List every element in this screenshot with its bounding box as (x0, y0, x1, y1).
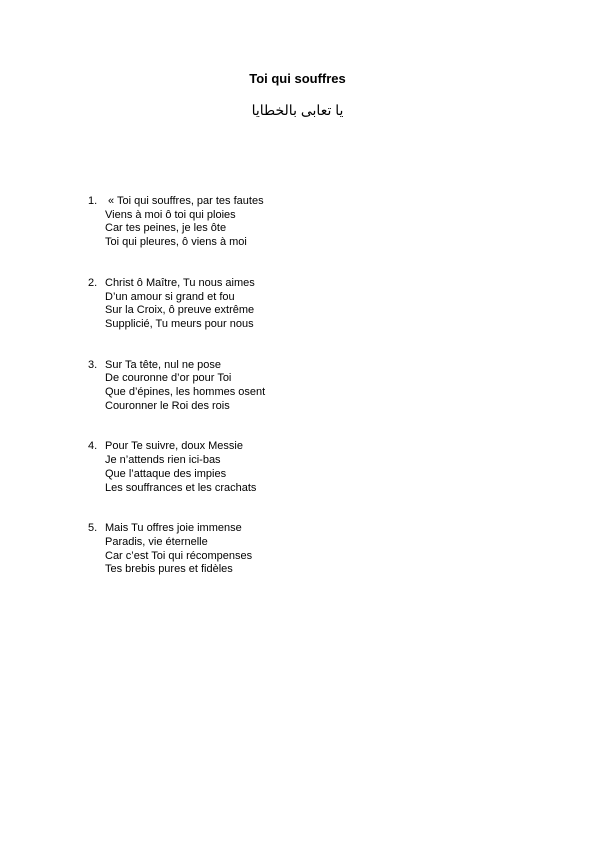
verse-line: Sur Ta tête, nul ne pose (105, 358, 221, 371)
verse-line: Mais Tu offres joie immense (105, 522, 242, 535)
arabic-subtitle: يا تعابى بالخطايا (251, 102, 344, 118)
verse-line: Supplicié, Tu meurs pour nous (105, 317, 254, 330)
verse-1 (88, 195, 508, 250)
verse-line: « Toi qui souffres, par tes fautes (105, 195, 264, 207)
verse-line: Car c’est Toi qui récompenses (105, 549, 253, 562)
verse-line: Sur la Croix, ô preuve extrême (105, 304, 255, 317)
verse-line: D’un amour si grand et fou (105, 290, 235, 303)
verse-line: Les souffrances et les crachats (105, 481, 257, 494)
verse-number: 4. (88, 440, 98, 453)
verse-list (88, 195, 508, 577)
verse-number: 2. (88, 276, 98, 289)
verse-line: Viens à moi ô toi qui ploies (105, 208, 236, 221)
verse-lines (105, 277, 508, 332)
page-title: Toi qui souffres (249, 71, 346, 86)
verse-3 (88, 359, 508, 414)
verse-line: Je n’attends rien ici-bas (105, 454, 221, 467)
verse-lines (105, 359, 508, 414)
verse-5 (88, 522, 508, 577)
verse-number: 5. (88, 522, 98, 535)
verse-line: Tes brebis pures et fidèles (105, 563, 233, 576)
verse-lines (105, 195, 508, 250)
verse-line: Toi qui pleures, ô viens à moi (105, 236, 247, 249)
verse-4 (88, 440, 508, 495)
verse-lines (105, 522, 508, 577)
verse-line: Car tes peines, je les ôte (105, 222, 227, 235)
verse-2 (88, 277, 508, 332)
verse-line: Christ ô Maître, Tu nous aimes (105, 276, 255, 289)
verse-line: Paradis, vie éternelle (105, 535, 208, 548)
verse-line: Que d’épines, les hommes osent (105, 386, 266, 399)
verse-number: 1. (88, 195, 98, 207)
verse-line: Couronner le Roi des rois (105, 399, 230, 412)
verse-lines (105, 440, 508, 495)
verse-line: De couronne d’or pour Toi (105, 372, 232, 385)
verse-line: Que l’attaque des impies (105, 467, 227, 480)
verse-number: 3. (88, 358, 98, 371)
verse-line: Pour Te suivre, doux Messie (105, 440, 243, 453)
